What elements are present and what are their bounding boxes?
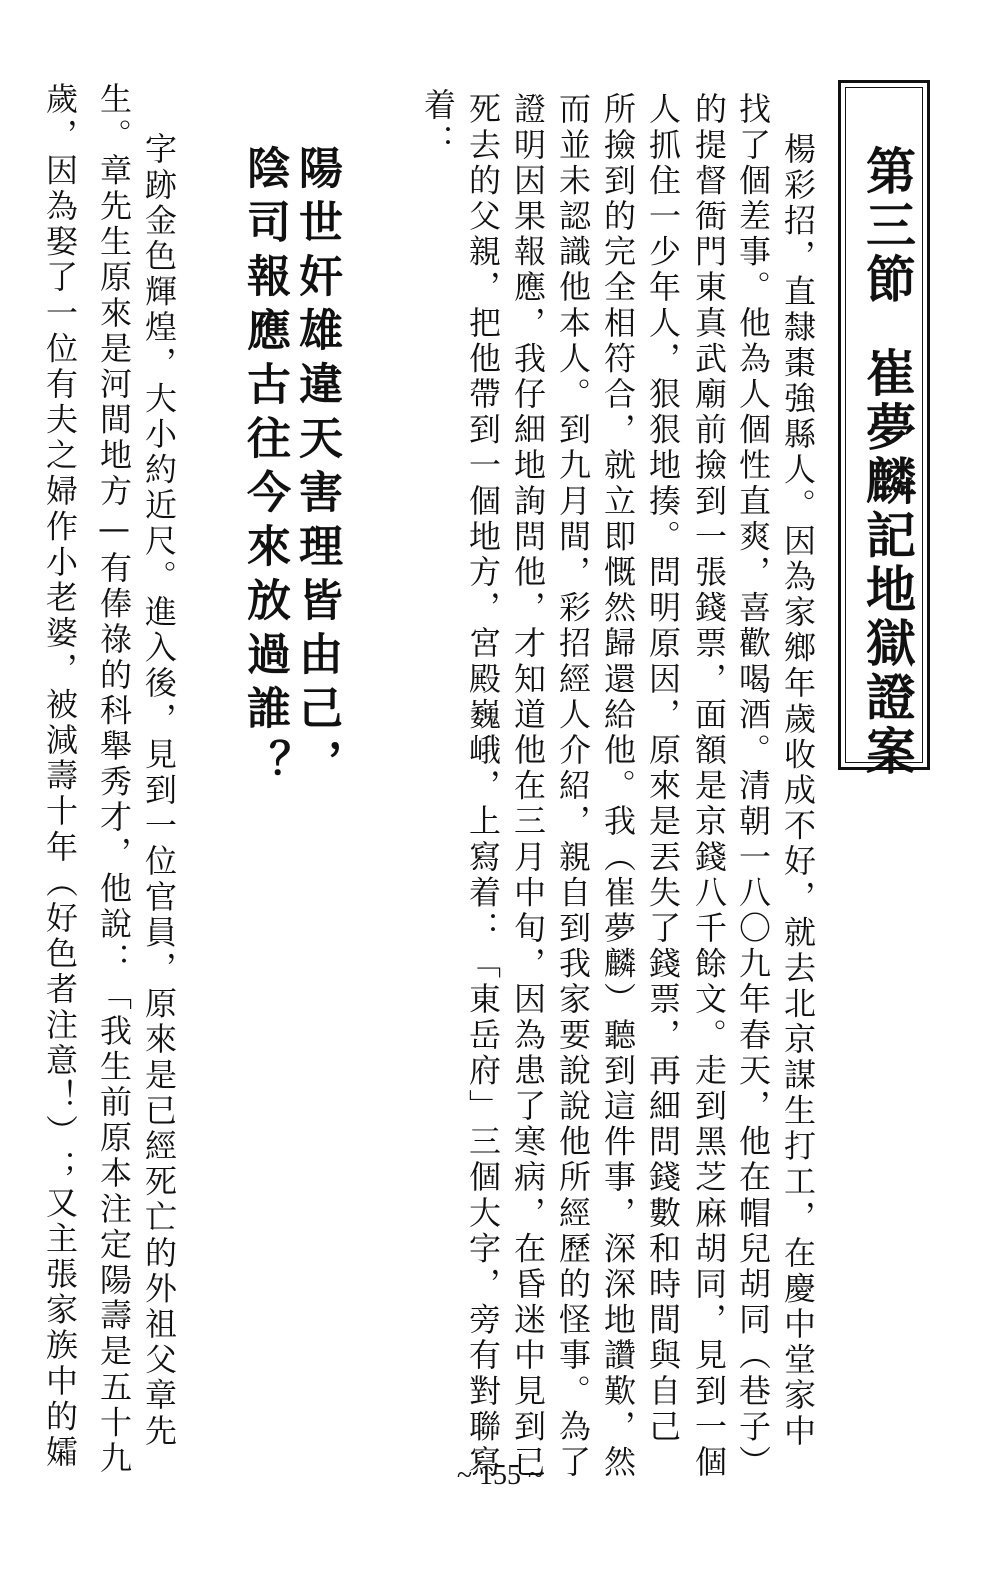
body-column-7: 證明因果報應，我仔細地詢問他，才知道他在三月中旬，因為患了寒病，在昏迷中見到已 (509, 92, 547, 1481)
body-column-9: 着： (419, 88, 457, 160)
couplet-line-2: 陰司報應古往今來放過誰？ (239, 145, 290, 793)
body-column-10: 字跡金色輝煌，大小約近尺。進入後，見到一位官員，原來是已經死亡的外祖父章先 (140, 132, 178, 1450)
body-column-3: 的提督衙門東真武廟前撿到一張錢票，面額是京錢八千餘文。走到黑芝麻胡同，見到一個 (690, 92, 728, 1481)
page-number: ~ 155 ~ (456, 1460, 544, 1491)
body-column-8: 死去的父親，把他帶到一個地方，宮殿巍峨，上寫着：「東岳府」三個大字，旁有對聯寫 (464, 92, 502, 1481)
section-number: 第三節 (858, 145, 917, 307)
section-title-text: 崔夢麟記地獄證案 (858, 347, 917, 779)
body-column-12: 歲，因為娶了一位有夫之婦作小老婆，被減壽十年（好色者注意！）；又主張家族中的孀 (41, 82, 79, 1471)
section-title-box (838, 80, 930, 779)
couplet-line-1: 陽世奸雄違天害理皆由己， (291, 145, 342, 793)
body-column-1: 楊彩招，直隸棗強縣人。因為家鄉年歲收成不好，就去北京謀生打工，在慶中堂家中 (779, 132, 817, 1450)
body-column-6: 而並未認識他本人。到九月間，彩招經人介紹，親自到我家要說說他所經歷的怪事。為了 (554, 92, 592, 1481)
body-column-2: 找了個差事。他為人個性直爽，喜歡喝酒。清朝一八〇九年春天，他在帽兒胡同（巷子） (734, 92, 772, 1481)
body-column-11: 生。章先生原來是河間地方—有俸祿的科舉秀才，他說：「我生前原本注定陽壽是五十九 (95, 82, 133, 1477)
body-column-4: 人抓住一少年人，狠狠地揍。問明原因，原來是丟失了錢票，再細問錢數和時間與自己 (644, 92, 682, 1445)
section-title (859, 145, 915, 779)
body-column-5: 所撿到的完全相符合，就立即慨然歸還給他。我（崔夢麟）聽到這件事，深深地讚歎，然 (599, 92, 637, 1481)
